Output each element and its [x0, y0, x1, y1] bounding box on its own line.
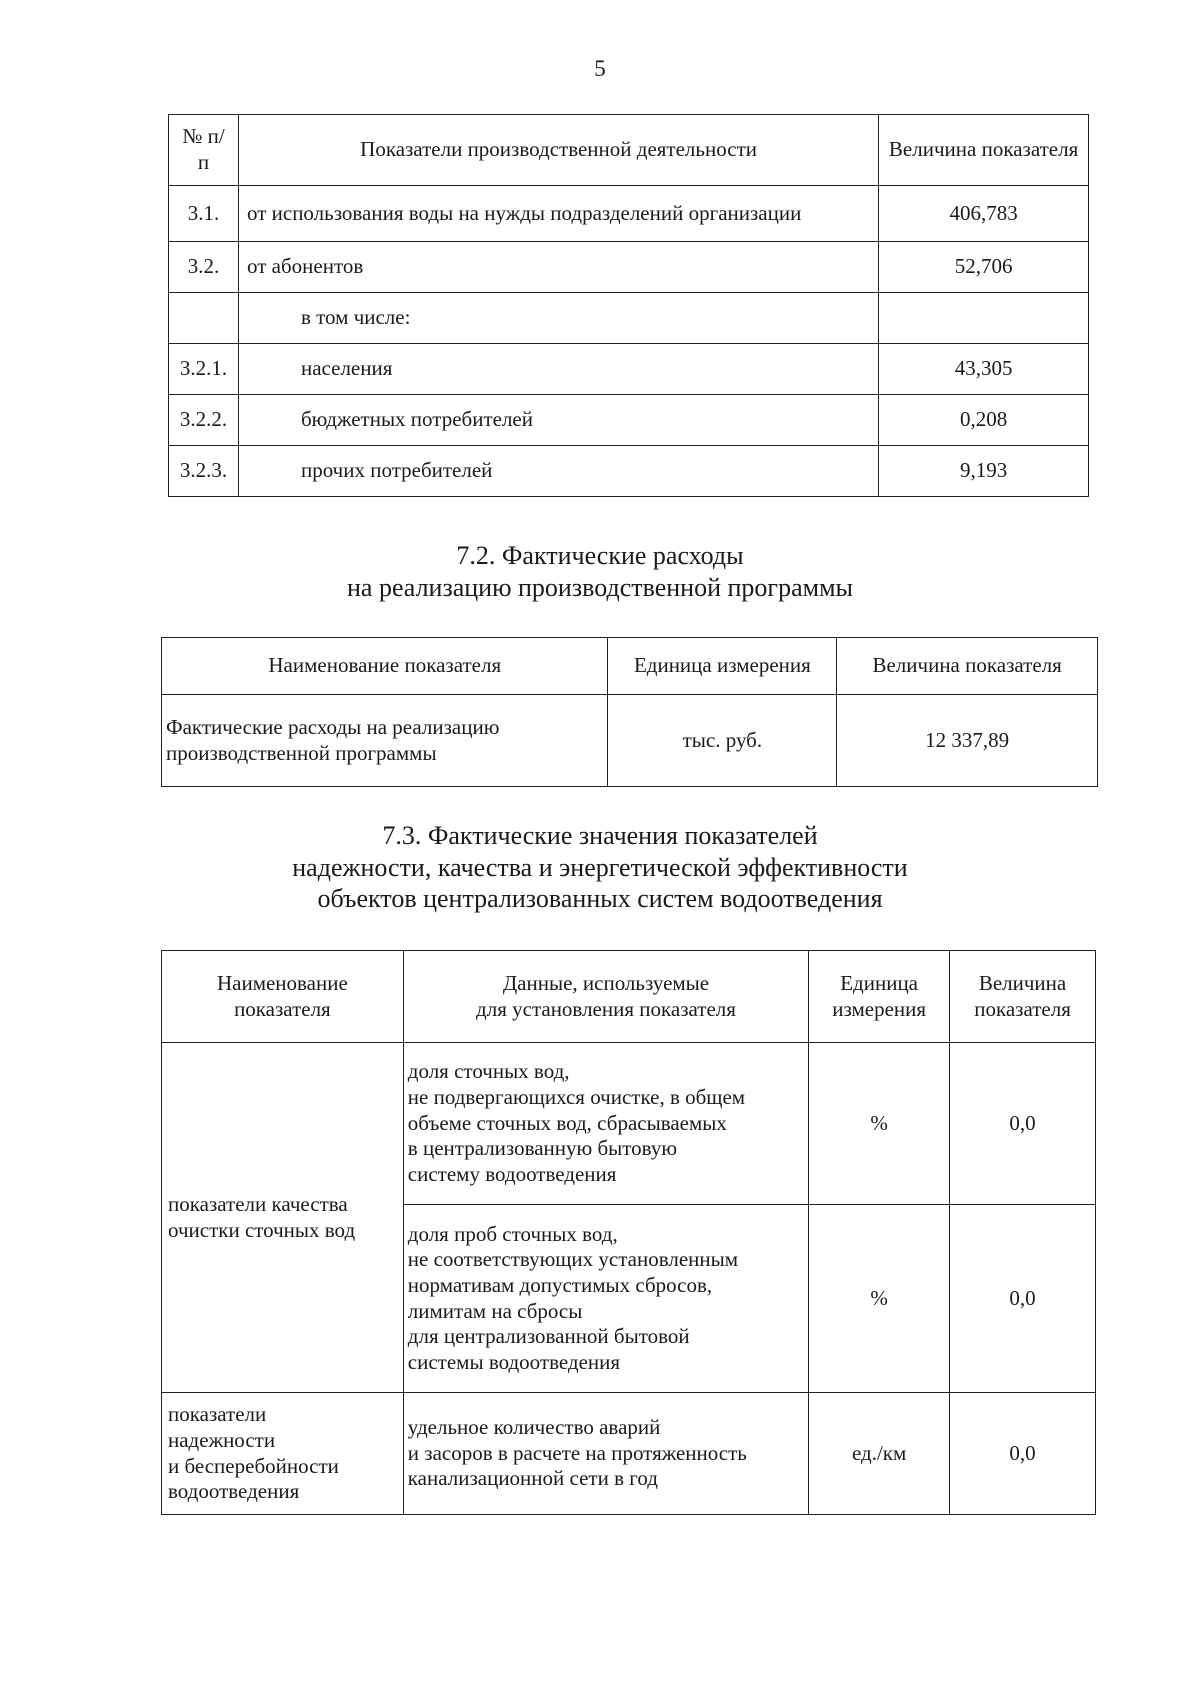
group-name-reliability — [162, 1393, 404, 1515]
header-name: Наименование показателя — [162, 638, 608, 695]
name-line: водоотведения — [168, 1479, 300, 1504]
header-value: Величина показателя — [837, 638, 1098, 695]
row-value: 0,0 — [950, 1205, 1096, 1393]
table-row — [169, 344, 1089, 395]
row-value: 43,305 — [879, 344, 1089, 395]
table-header-row — [162, 951, 1096, 1043]
title-line: 7.3. Фактические значения показателей — [382, 821, 818, 850]
table-row — [162, 1043, 1096, 1205]
section-7-3-title — [0, 820, 1200, 915]
row-unit: % — [809, 1205, 950, 1393]
row-num — [169, 293, 239, 344]
table-row — [169, 395, 1089, 446]
name-line: очистки сточных вод — [168, 1217, 356, 1242]
row-num: 3.2.3. — [169, 446, 239, 497]
row-label: прочих потребителей — [238, 446, 878, 497]
row-label: в том числе: — [238, 293, 878, 344]
name-line: показатели качества — [168, 1191, 348, 1216]
header-unit — [809, 951, 950, 1043]
production-indicators-table — [168, 114, 1089, 497]
row-value: 9,193 — [879, 446, 1089, 497]
header-line: Наименование — [216, 970, 348, 995]
data-line: канализационной сети в год — [407, 1466, 658, 1491]
row-num: 3.2. — [169, 242, 239, 293]
row-data — [403, 1393, 808, 1515]
name-line: показатели — [168, 1402, 267, 1427]
header-unit: Единица измерения — [608, 638, 837, 695]
header-name — [162, 951, 404, 1043]
data-line: системы водоотведения — [407, 1349, 621, 1374]
row-value: 12 337,89 — [837, 695, 1098, 787]
header-line: Единица — [840, 970, 919, 995]
name-line: Фактические расходы на реализацию — [166, 714, 500, 739]
data-line: удельное количество аварий — [407, 1415, 661, 1440]
title-line: 7.2. Фактические расходы — [456, 541, 744, 570]
header-num: № п/п — [169, 115, 239, 186]
page-number: 5 — [594, 56, 606, 81]
data-line: лимитам на сбросы — [407, 1298, 583, 1323]
group-name-quality — [162, 1043, 404, 1393]
header-data — [403, 951, 808, 1043]
header-value — [950, 951, 1096, 1043]
header-line: для установления показателя — [476, 996, 736, 1021]
row-label: бюджетных потребителей — [238, 395, 878, 446]
row-data — [403, 1043, 808, 1205]
row-value — [879, 293, 1089, 344]
row-unit: ед./км — [809, 1393, 950, 1515]
row-name — [162, 695, 608, 787]
data-line: и засоров в расчете на протяженность — [407, 1440, 747, 1465]
data-line: не подвергающихся очистке, в общем — [407, 1085, 746, 1110]
data-line: в централизованную бытовую — [407, 1136, 678, 1161]
title-line: надежности, качества и энергетической эффективности — [292, 852, 908, 882]
row-label: от использования воды на нужды подразделений организации — [238, 186, 878, 242]
table-row — [169, 186, 1089, 242]
table-row — [169, 293, 1089, 344]
name-line: надежности — [168, 1427, 276, 1452]
name-line: производственной программы — [166, 740, 437, 765]
header-line: Данные, используемые — [502, 970, 710, 995]
table-header-row — [169, 115, 1089, 186]
title-line: объектов централизованных систем водоотведения — [317, 884, 883, 914]
row-num: 3.2.2. — [169, 395, 239, 446]
data-line: нормативам допустимых сбросов, — [407, 1272, 713, 1297]
row-value: 0,208 — [879, 395, 1089, 446]
section-7-2-title — [0, 540, 1200, 603]
row-label: населения — [238, 344, 878, 395]
table-row — [169, 242, 1089, 293]
header-line: показателя — [234, 996, 331, 1021]
row-label: от абонентов — [238, 242, 878, 293]
row-unit: тыс. руб. — [608, 695, 837, 787]
header-line: Величина — [978, 970, 1067, 995]
table-header-row — [162, 638, 1098, 695]
header-value: Величина показателя — [879, 115, 1089, 186]
data-line: объеме сточных вод, сбрасываемых — [407, 1110, 727, 1135]
data-line: доля проб сточных вод, — [407, 1221, 618, 1246]
row-value: 406,783 — [879, 186, 1089, 242]
row-num: 3.2.1. — [169, 344, 239, 395]
row-unit: % — [809, 1043, 950, 1205]
table-row — [162, 695, 1098, 787]
reliability-indicators-table — [161, 950, 1096, 1515]
data-line: систему водоотведения — [407, 1161, 617, 1186]
header-line: показателя — [974, 996, 1071, 1021]
table-row — [162, 1393, 1096, 1515]
data-line: для централизованной бытовой — [407, 1324, 690, 1349]
row-value: 52,706 — [879, 242, 1089, 293]
actual-expenses-table — [161, 637, 1098, 787]
name-line: и бесперебойности — [168, 1453, 339, 1478]
row-value: 0,0 — [950, 1393, 1096, 1515]
row-value: 0,0 — [950, 1043, 1096, 1205]
row-num: 3.1. — [169, 186, 239, 242]
data-line: доля сточных вод, — [407, 1059, 570, 1084]
row-data — [403, 1205, 808, 1393]
header-indicator: Показатели производственной деятельности — [238, 115, 878, 186]
data-line: не соответствующих установленным — [407, 1247, 739, 1272]
header-line: измерения — [832, 996, 927, 1021]
table-row — [169, 446, 1089, 497]
title-line: на реализацию производственной программы — [346, 572, 853, 602]
